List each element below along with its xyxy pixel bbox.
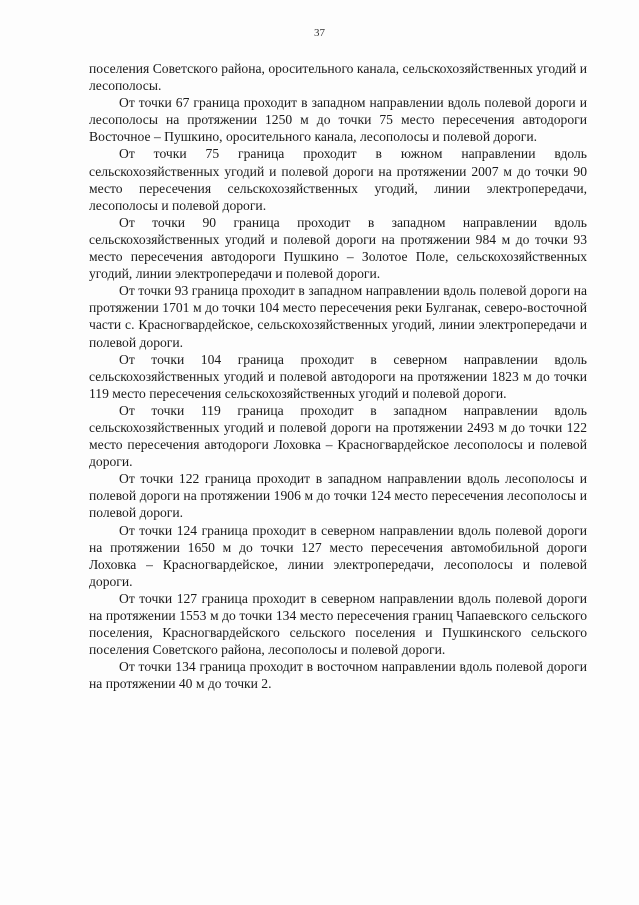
paragraph-2: От точки 67 граница проходит в западном направлении вдоль полевой дороги и лесополосы на протяжении 1250 м до точки 75 место пересечения автодороги Восточное – Пушкино, оросительного канала, лесополосы и полевой дороги. [89,95,587,145]
paragraph-9: От точки 124 граница проходит в северном направлении вдоль полевой дороги на протяжении 1650 м до точки 127 место пересечения автомобильной дороги Лоховка – Красногвардейское, линии электропередачи, лесополосы и полевой дороги. [89,522,587,589]
paragraph-10: От точки 127 граница проходит в северном направлении вдоль полевой дороги на протяжении 1553 м до точки 134 место пересечения границ Чапаевского сельского поселения, Красногвардейского сельского поселения и Пушкинского сельского поселения Советского района, лесополосы и полевой дороги. [89,590,587,658]
paragraph-1: поселения Советского района, оросительного канала, сельскохозяйственных угодий и лесополосы. [89,61,587,94]
paragraph-7: От точки 119 граница проходит в западном направлении вдоль сельскохозяйственных угодий и полевой дороги на протяжении 2493 м до точки 122 место пересечения автодороги Лоховка – Красногвардейское лесополосы и полевой дороги. [89,402,587,470]
paragraph-4: От точки 90 граница проходит в западном направлении вдоль сельскохозяйственных угодий и полевой дороги на протяжении 984 м до точки 93 место пересечения автодороги Пушкино – Золотое Поле, сельскохозяйственных угодий, линии электропередачи и полевой дороги. [89,214,587,282]
paragraph-11: От точки 134 граница проходит в восточном направлении вдоль полевой дороги на протяжении 40 м до точки 2. [89,659,587,692]
paragraph-8: От точки 122 граница проходит в западном направлении вдоль лесополосы и полевой дороги на протяжении 1906 м до точки 124 место пересечения лесополосы и полевой дороги. [89,471,587,521]
document-body [89,60,587,692]
paragraph-3: От точки 75 граница проходит в южном направлении вдоль сельскохозяйственных угодий и полевой дороги на протяжении 2007 м до точки 90 место пересечения сельскохозяйственных угодий, линии электропередачи, лесополосы и полевой дороги. [89,146,587,213]
paragraph-5: От точки 93 граница проходит в западном направлении вдоль полевой дороги на протяжении 1701 м до точки 104 место пересечения реки Булганак, северо-восточной части с. Красногвардейское, сельскохозяйственных угодий, линии электропередачи и полевой дороги. [89,283,587,350]
page-number: 37 [314,27,325,39]
paragraph-6: От точки 104 граница проходит в северном направлении вдоль сельскохозяйственных угодий и полевой автодороги на протяжении 1823 м до точки 119 место пересечения сельскохозяйственных угодий и полевой дороги. [89,351,587,401]
